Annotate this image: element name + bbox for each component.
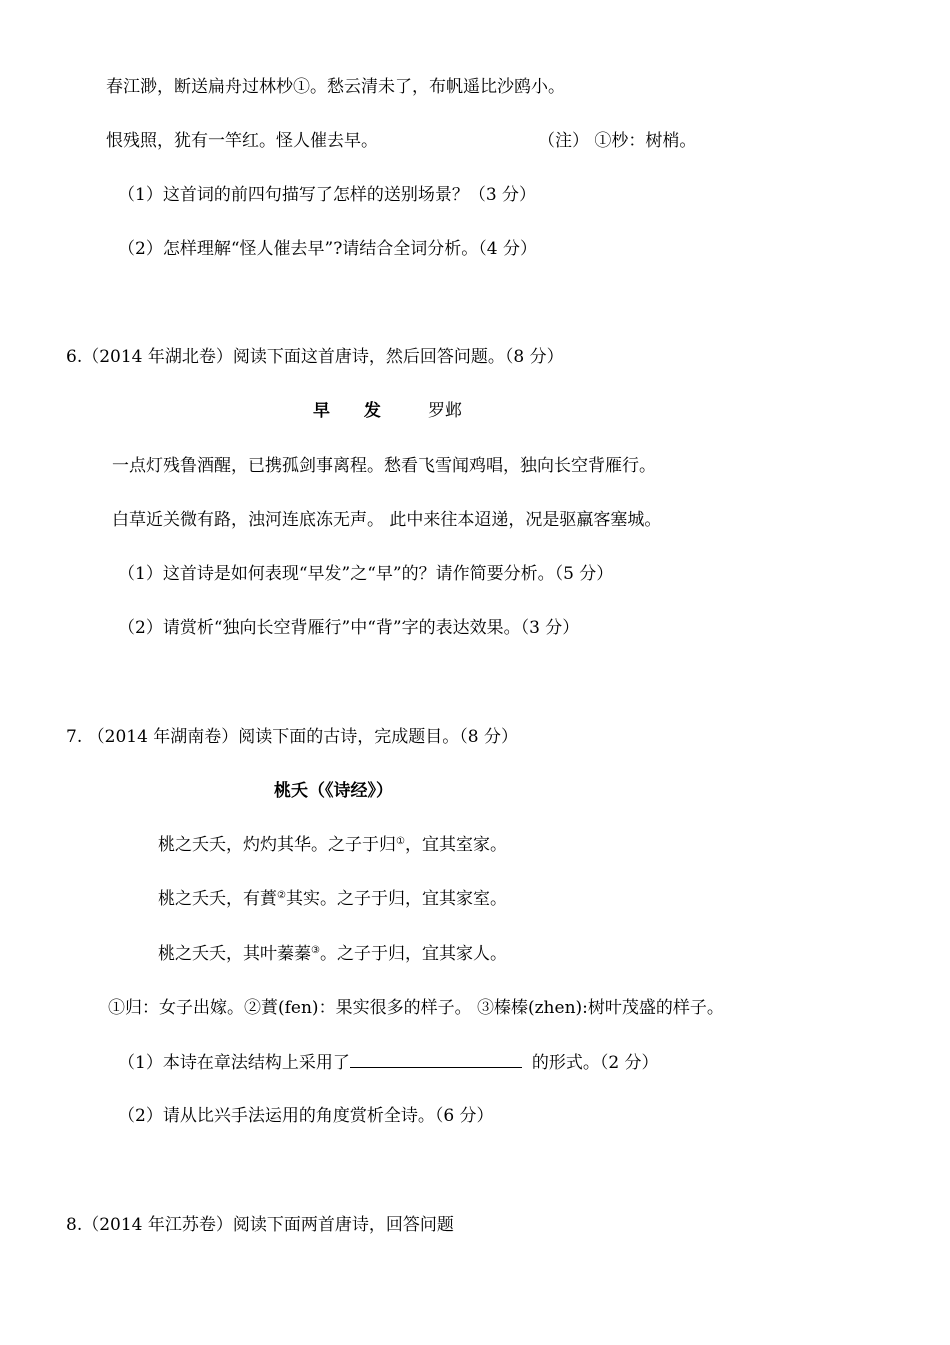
sub-question: （1）这首诗是如何表现“早发”之“早”的？请作简要分析。（5 分） — [118, 564, 614, 584]
sub-question: （2）怎样理解“怪人催去早”?请结合全词分析。（4 分） — [118, 239, 538, 259]
poem-notes: ①归：女子出嫁。②蕡(fen)：果实很多的样子。 ③榛榛(zhen):树叶茂盛的样子。 — [108, 998, 724, 1018]
question-header: 8.（2014 年江苏卷）阅读下面两首唐诗，回答问题 — [66, 1215, 454, 1235]
footnote-marker: ② — [277, 890, 286, 901]
poem-line: 春江渺，断送扁舟过林杪①。愁云清未了，布帆遥比沙鸥小。 — [106, 77, 565, 97]
poem-line: 桃之夭夭，其叶蓁蓁③。之子于归，宜其家人。 — [158, 944, 507, 964]
poem-line: 一点灯残鲁酒醒，已携孤剑事离程。愁看飞雪闻鸡唱，独向长空背雁行。 — [112, 456, 656, 476]
poem-line: 桃之夭夭，有蕡②其实。之子于归，宜其家室。 — [158, 889, 507, 909]
poem-line: 恨残照，犹有一竿红。怪人催去早。 — [106, 131, 378, 151]
poem-title: 早 发 — [313, 401, 395, 421]
sub-question: （2）请赏析“独向长空背雁行”中“背”字的表达效果。（3 分） — [118, 618, 580, 638]
poem-author: 罗邺 — [428, 401, 462, 421]
question-header: 7. （2014 年湖南卷）阅读下面的古诗，完成题目。（8 分） — [66, 727, 519, 747]
question-header: 6.（2014 年湖北卷）阅读下面这首唐诗，然后回答问题。（8 分） — [66, 347, 564, 367]
sub-question: （2）请从比兴手法运用的角度赏析全诗。（6 分） — [118, 1106, 494, 1126]
poem-note: （注） ①杪：树梢。 — [538, 131, 697, 151]
poem-line: 桃之夭夭，灼灼其华。之子于归①，宜其室家。 — [158, 835, 507, 855]
sub-question: （1）这首词的前四句描写了怎样的送别场景？（3 分） — [118, 185, 537, 205]
sub-question: （1）本诗在章法结构上采用了 的形式。（2 分） — [118, 1053, 659, 1073]
footnote-marker: ③ — [311, 945, 320, 956]
poem-line: 白草近关微有路，浊河连底冻无声。 此中来往本迢递，况是驱羸客塞城。 — [112, 510, 662, 530]
footnote-marker: ① — [396, 836, 405, 847]
poem-title: 桃夭（《诗经》） — [274, 781, 393, 801]
answer-blank[interactable] — [350, 1051, 522, 1068]
